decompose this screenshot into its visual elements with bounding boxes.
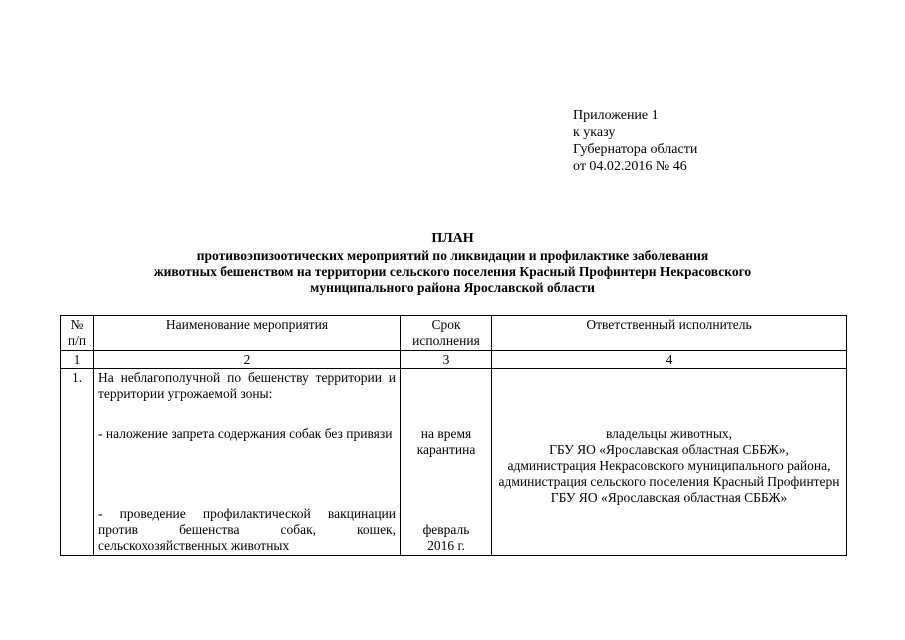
- column-number-row: [61, 351, 847, 369]
- header-term: [401, 316, 492, 351]
- measure-item: - проведение профилактической вакцинации против бешенства собак, кошек, сельскохозяйственных животных: [98, 506, 396, 553]
- term-text: карантина: [416, 442, 476, 457]
- appendix-date-line: от 04.02.2016 № 46: [573, 159, 687, 174]
- row-measures: [94, 369, 401, 556]
- row-responsible: [492, 369, 847, 556]
- column-number: 2: [94, 351, 401, 369]
- header-name: Наименование мероприятия: [94, 316, 401, 351]
- plan-table: [60, 315, 847, 556]
- title-line: муниципального района Ярославской области: [310, 280, 595, 295]
- row-terms: [401, 369, 492, 556]
- responsible-text: администрация сельского поселения Красный Профинтерн: [498, 474, 840, 489]
- responsible-text: администрация Некрасовского муниципального района,: [507, 458, 831, 473]
- title-line: животных бешенством на территории сельского поселения Красный Профинтерн Некрасовского: [153, 264, 752, 279]
- row-number: 1.: [61, 369, 94, 556]
- document-title: [60, 230, 845, 296]
- header-num-label: №: [70, 317, 84, 332]
- row-intro: На неблагополучной по бешенству территории и территории угрожаемой зоны:: [98, 370, 396, 401]
- column-number: 3: [401, 351, 492, 369]
- header-term-label: исполнения: [412, 333, 480, 348]
- header-responsible: Ответственный исполнитель: [492, 316, 847, 351]
- term-text: на время: [420, 426, 472, 441]
- responsible-text: владельцы животных,: [605, 426, 733, 441]
- title-heading: ПЛАН: [431, 231, 474, 246]
- column-number: 1: [61, 351, 94, 369]
- title-line: противоэпизоотических мероприятий по ликвидации и профилактике заболевания: [196, 248, 709, 263]
- appendix-line: Губернатора области: [573, 142, 698, 157]
- appendix-block: [573, 107, 697, 175]
- term-text: 2016 г.: [427, 538, 465, 553]
- header-term-label: Срок: [431, 317, 461, 332]
- term-text: февраль: [422, 522, 470, 537]
- header-num-label: п/п: [67, 333, 87, 348]
- appendix-line: Приложение 1: [573, 108, 659, 123]
- table-header-row: [61, 316, 847, 351]
- header-num: [61, 316, 94, 351]
- column-number: 4: [492, 351, 847, 369]
- table-row: [61, 369, 847, 556]
- measure-item: - наложение запрета содержания собак без привязи: [98, 426, 393, 441]
- responsible-text: ГБУ ЯО «Ярославская областная СББЖ»,: [549, 442, 789, 457]
- appendix-line: к указу: [573, 125, 616, 140]
- responsible-text: ГБУ ЯО «Ярославская областная СББЖ»: [550, 490, 788, 505]
